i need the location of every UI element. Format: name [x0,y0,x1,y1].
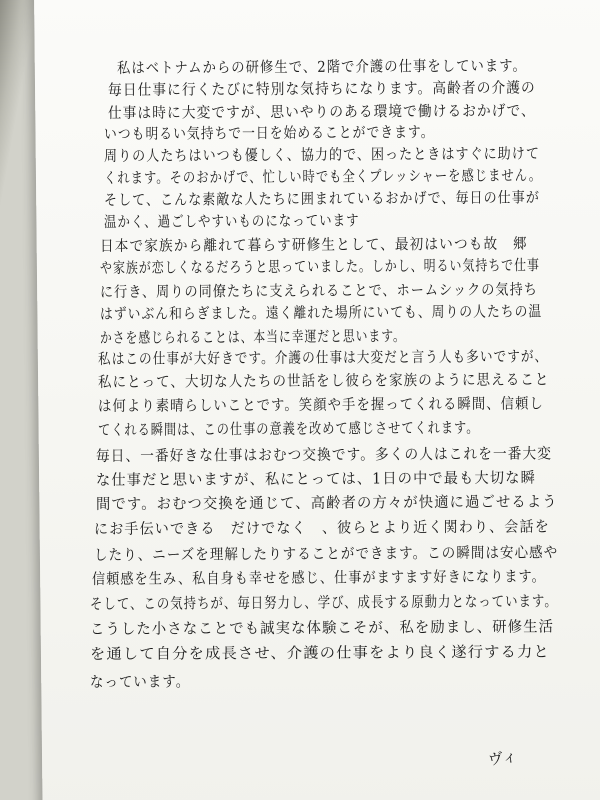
letter-line: てくれる瞬間は、この仕事の意義を改めて感じさせてくれます。 [97,418,480,439]
letter-line: したり、ニーズを理解したりすることができます。この瞬間は安心感や [93,543,559,564]
letter-line: なっています。 [89,672,191,691]
letter-line: な仕事だと思いますが、私にとっては、1日の中で最も大切な瞬 [95,468,536,489]
letter-line: 周りの人たちはいつも優しく、協力的で、困ったときはすぐに助けて [103,144,540,165]
letter-line: はずいぶん和らぎました。遠く離れた場所にいても、周りの人たちの温 [99,302,543,323]
letter-line: 私はこの仕事が大好きです。介護の仕事は大変だと言う人も多いですが、 [97,347,549,368]
letter-line: を通して自分を成長させ、介護の仕事をより良く遂行する力と [89,642,550,663]
signature: ヴィ [486,747,519,769]
letter-line: そして、この気持ちが、毎日努力し、学び、成長する原動力となっています。 [89,592,558,613]
letter-line: 毎日仕事に行くたびに特別な気持ちになります。高齢者の介護の [107,78,536,99]
letter-line: 間です。おむつ交換を通じて、高齢者の方々が快適に過ごせるよう [95,492,558,513]
letter-line: かさを感じられることは、本当に幸運だと思います。 [99,326,406,347]
letter-line: 毎日、一番好きな仕事はおむつ交換です。多くの人はこれを一番大変 [95,444,552,465]
letter-line: に行き、周りの同僚たちに支えられることで、ホームシックの気持ち [99,280,538,301]
letter-line: 信頼感を生み、私自身も幸せを感じ、仕事がますます好きになります。 [91,567,546,588]
letter-line: 日本で家族から離れて暮らす研修生として、最初はいつも故 郷 [99,234,528,255]
letter-line: 私はベトナムからの研修生で、2階で介護の仕事をしています。 [116,56,527,77]
letter-line: 温かく、過ごしやすいものになっています [103,211,360,231]
letter-line: は何より素晴らしいことです。笑顔や手を握ってくれる瞬間、信頼し [97,394,544,415]
letter-line: 仕事は時に大変ですが、思いやりのある環境で働けるおかげで、 [107,101,536,122]
letter-line: こうした小さなことでも誠実な体験こそが、私を励まし、研修生活 [89,617,555,638]
letter-line: にお手伝いできる だけでなく 、彼らとより近く関わり、会話を [93,517,550,538]
letter-line: くれます。そのおかげで、忙しい時でも全くプレッシャーを感じません。 [103,166,543,187]
letter-line: や家族が恋しくなるだろうと思っていました。しかし、明るい気持ちで仕事 [99,256,541,277]
letter-line: そして、こんな素敵な人たちに囲まれているおかげで、毎日の仕事が [103,188,540,209]
letter-line: 私にとって、大切な人たちの世話をし彼らを家族のように思えること [97,370,550,391]
letter-line: いつも明るい気持ちで一日を始めることができます。 [103,122,435,143]
